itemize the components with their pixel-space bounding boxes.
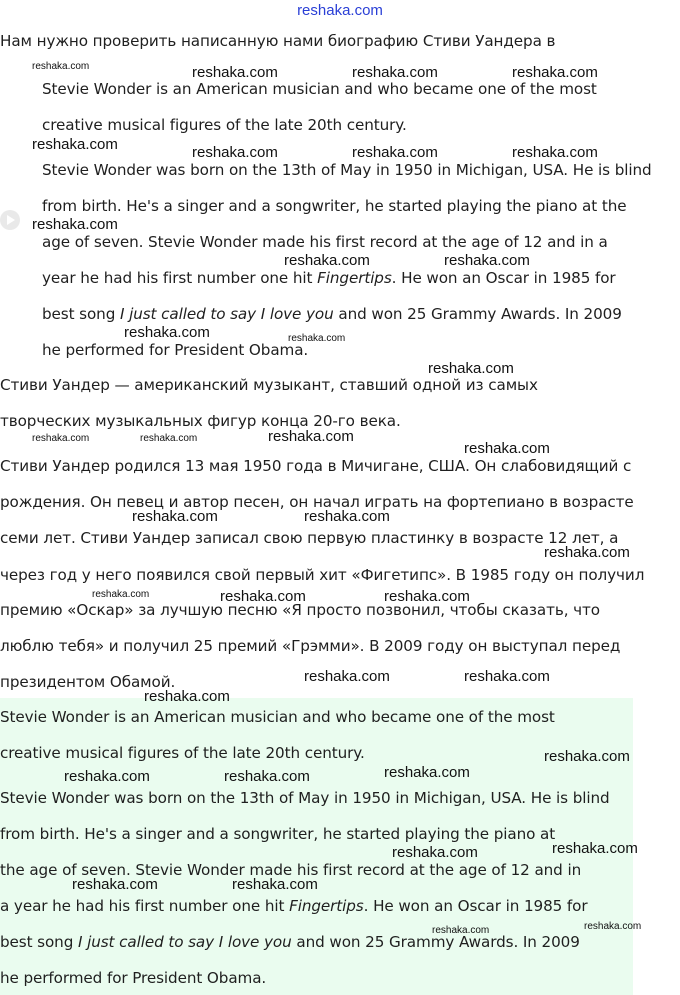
watermark: reshaka.com <box>32 61 90 72</box>
watermark: reshaka.com <box>284 252 370 269</box>
watermark: reshaka.com <box>220 588 306 605</box>
watermark: reshaka.com <box>392 844 478 861</box>
answer-line: he performed for President Obama. <box>0 969 267 987</box>
watermark: reshaka.com <box>304 508 390 525</box>
watermark: reshaka.com <box>192 64 278 81</box>
watermark: reshaka.com <box>268 428 354 445</box>
watermark: reshaka.com <box>32 136 118 153</box>
watermark: reshaka.com <box>544 544 630 561</box>
answer-line: creative musical figures of the late 20th century. <box>0 744 365 762</box>
watermark: reshaka.com <box>512 64 598 81</box>
watermark: reshaka.com <box>352 64 438 81</box>
watermark: reshaka.com <box>32 216 118 233</box>
english-line: age of seven. Stevie Wonder made his first record at the age of 12 and in a <box>42 233 608 251</box>
english-line: Stevie Wonder was born on the 13th of May in 1950 in Michigan, USA. He is blind <box>42 161 652 179</box>
watermark: reshaka.com <box>464 668 550 685</box>
english-line: creative musical figures of the late 20th century. <box>42 116 407 134</box>
answer-line: Stevie Wonder is an American musician and who became one of the most <box>0 708 555 726</box>
russian-line: Стиви Уандер — американский музыкант, ставший одной из самых <box>0 376 538 394</box>
watermark: reshaka.com <box>552 840 638 857</box>
watermark: reshaka.com <box>140 433 198 444</box>
english-line: Stevie Wonder is an American musician and who became one of the most <box>42 80 597 98</box>
watermark: reshaka.com <box>584 921 642 932</box>
watermark: reshaka.com <box>444 252 530 269</box>
english-line: year he had his first number one hit Fingertips. He won an Oscar in 1985 for <box>42 269 616 287</box>
answer-line: the age of seven. Stevie Wonder made his first record at the age of 12 and in <box>0 861 582 879</box>
english-line: from birth. He's a singer and a songwriter, he started playing the piano at the <box>42 197 627 215</box>
russian-line: творческих музыкальных фигур конца 20-го века. <box>0 412 401 430</box>
watermark: reshaka.com <box>92 589 150 600</box>
watermark: reshaka.com <box>132 508 218 525</box>
english-line: he performed for President Obama. <box>42 341 309 359</box>
watermark: reshaka.com <box>464 440 550 457</box>
watermark: reshaka.com <box>432 925 490 936</box>
watermark: reshaka.com <box>232 876 318 893</box>
intro-text: Нам нужно проверить написанную нами биографию Стиви Уандера в <box>0 32 556 50</box>
watermark: reshaka.com <box>428 360 514 377</box>
english-line: best song I just called to say I love you and won 25 Grammy Awards. In 2009 <box>42 305 622 323</box>
watermark: reshaka.com <box>124 324 210 341</box>
russian-line: президентом Обамой. <box>0 673 176 691</box>
russian-line: семи лет. Стиви Уандер записал свою первую пластинку в возрасте 12 лет, а <box>0 529 619 547</box>
answer-line: from birth. He's a singer and a songwriter, he started playing the piano at <box>0 825 556 843</box>
watermark: reshaka.com <box>384 764 470 781</box>
russian-line: Стиви Уандер родился 13 мая 1950 года в Мичигане, США. Он слабовидящий с <box>0 457 632 475</box>
watermark: reshaka.com <box>224 768 310 785</box>
watermark: reshaka.com <box>384 588 470 605</box>
watermark: reshaka.com <box>512 144 598 161</box>
watermark: reshaka.com <box>192 144 278 161</box>
watermark: reshaka.com <box>352 144 438 161</box>
answer-line: Stevie Wonder was born on the 13th of May in 1950 in Michigan, USA. He is blind <box>0 789 610 807</box>
russian-line: через год у него появился свой первый хит «Фигетипс». В 1985 году он получил <box>0 566 645 584</box>
answer-line: best song I just called to say I love you and won 25 Grammy Awards. In 2009 <box>0 933 580 951</box>
watermark: reshaka.com <box>32 433 90 444</box>
site-title-link[interactable]: reshaka.com <box>297 2 383 19</box>
russian-line: премию «Оскар» за лучшую песню «Я просто позвонил, чтобы сказать, что <box>0 601 600 619</box>
watermark: reshaka.com <box>64 768 150 785</box>
russian-line: люблю тебя» и получил 25 премий «Грэмми». В 2009 году он выступал перед <box>0 637 621 655</box>
watermark: reshaka.com <box>304 668 390 685</box>
watermark: reshaka.com <box>544 748 630 765</box>
russian-line: рождения. Он певец и автор песен, он начал играть на фортепиано в возрасте <box>0 493 634 511</box>
play-icon[interactable] <box>0 210 20 230</box>
watermark: reshaka.com <box>72 876 158 893</box>
answer-line: a year he had his first number one hit Fingertips. He won an Oscar in 1985 for <box>0 897 588 915</box>
watermark: reshaka.com <box>144 688 230 705</box>
watermark: reshaka.com <box>288 333 346 344</box>
